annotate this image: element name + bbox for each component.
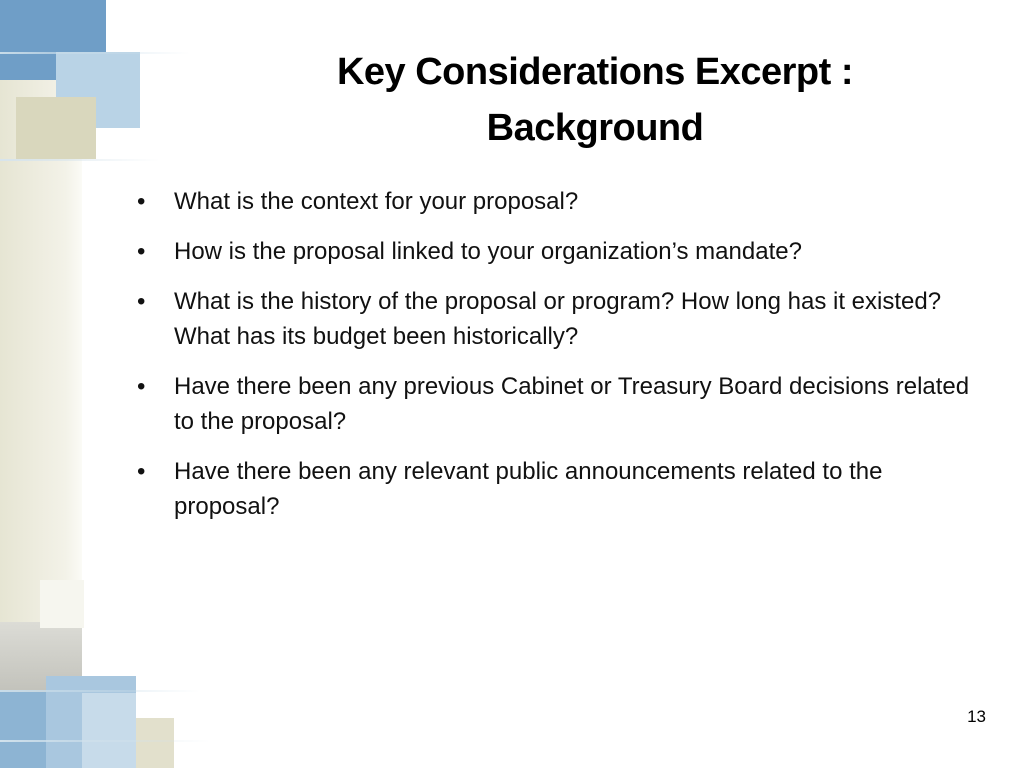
decor-square-light-bottom [82,693,136,768]
list-item [135,454,985,524]
decor-square-white-bottom [40,580,84,628]
slide-title [230,44,960,156]
bullet-icon: • [137,238,146,265]
bullet-text: How is the proposal linked to your organization’s mandate? [174,238,802,265]
list-item [135,184,985,219]
list-item [135,369,985,439]
decor-line-bottom2 [0,740,210,742]
decor-line-bottom [0,690,200,692]
bullet-icon: • [137,288,146,315]
bullet-list [135,184,985,539]
list-item [135,284,985,354]
slide-number: 13 [967,707,986,726]
title-line-1: Key Considerations Excerpt : [336,51,854,93]
decor-line-mid [0,159,160,161]
decor-square-blue-bottom-left [0,692,46,768]
bullet-text: What is the context for your proposal? [174,188,579,215]
bullet-text: What is the history of the proposal or program? How long has it existed? What has its budget been historically? [174,288,942,350]
title-line-2: Background [486,107,704,149]
bullet-text: Have there been any previous Cabinet or Treasury Board decisions related to the proposal? [174,373,970,435]
bullet-icon: • [137,373,146,400]
bullet-icon: • [137,188,146,215]
decor-line-top [0,52,190,54]
decor-square-beige-bottom [136,718,174,768]
decor-square-beige [16,97,96,159]
bullet-icon: • [137,458,146,485]
bullet-text: Have there been any relevant public announcements related to the proposal? [174,458,883,520]
list-item [135,234,985,269]
